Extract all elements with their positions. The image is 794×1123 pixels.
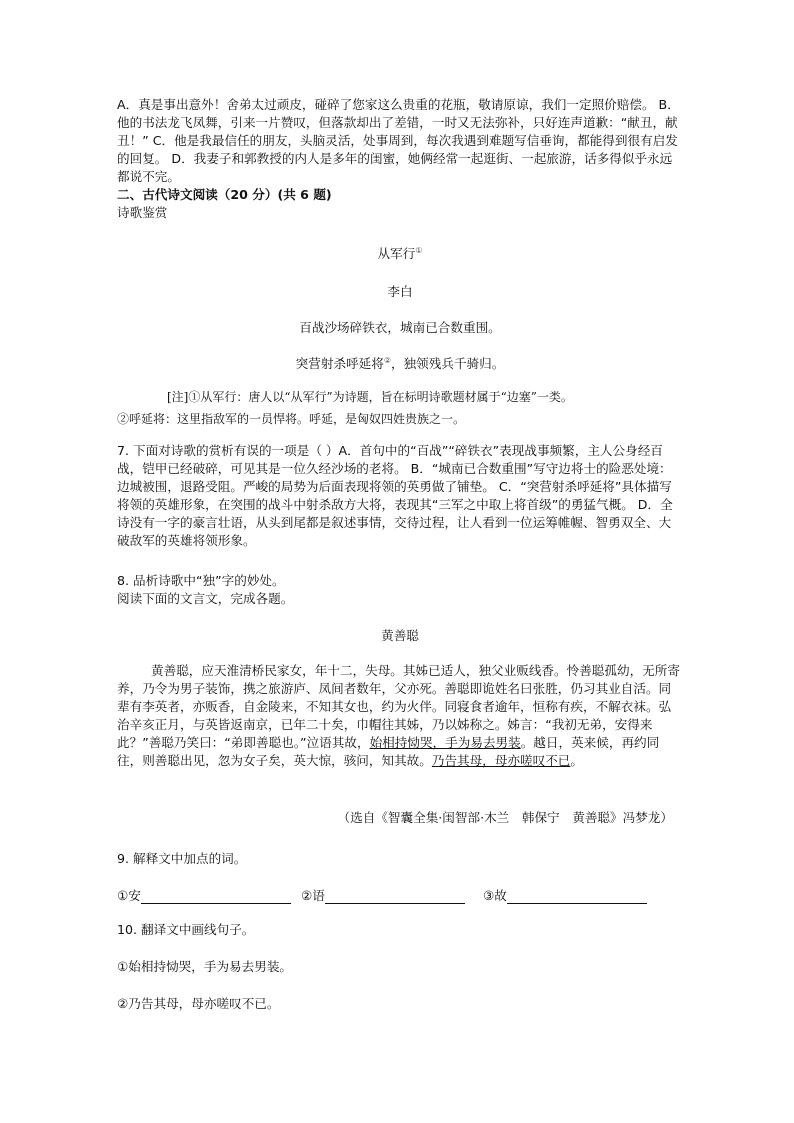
- blank-2: [301, 885, 465, 904]
- poem-note-1: [注]①从军行：唐人以“从军行”为诗题，旨在标明诗歌题材属于“边塞”一类。: [167, 390, 573, 404]
- poem-line-2-b: ，独领残兵千骑归。: [390, 356, 505, 371]
- underlined-sentence-2: 乃告其母，母亦嗟叹不已: [431, 753, 571, 768]
- prose-source: （选自《智囊全集·闺智部·木兰 韩保宁 黄善聪》冯梦龙）: [337, 810, 673, 825]
- question-10: 10. 翻译文中画线句子。: [117, 922, 255, 937]
- q9-blanks: [117, 885, 683, 903]
- prose-text-a: 黄善聪，应天淮清桥民家女，年十二，失母。其姊已适人，独父业贩线香。怜善聪孤幼，无所寄养，乃令为男子装饰，携之旅游庐、凤间者数年，父亦死。善聪即诡姓名曰张胜，仍习其业自活。同辈有李英者，亦贩香，自金陵来，不知其女也，约为火伴。同寝食者逾年，恒称有疾，不解衣袜。弘治辛亥正月，与英皆返南京，已年二十矣，巾帽往其姊，乃以姊称之。姊言：“我初无弟，安得来此？”善聪乃笑曰：“弟即善聪也。”泣语其故，: [117, 663, 680, 750]
- blank-2-label: ②语: [301, 888, 325, 903]
- poem-title-line: [117, 243, 683, 262]
- blank-1-label: ①安: [117, 888, 141, 903]
- blank-2-line[interactable]: [325, 889, 465, 904]
- prose-text-c: 。: [570, 753, 583, 768]
- underlined-sentence-1: 始相持恸哭，手为易去男装: [369, 735, 521, 750]
- poem-notes: [117, 386, 683, 430]
- poem-author: 李白: [387, 284, 413, 299]
- q6-options: A．真是事出意外！舍弟太过顽皮，碰碎了您家这么贵重的花瓶，敬请原谅，我们一定照价赔偿。 B．他的书法龙飞凤舞，引来一片赞叹，但落款却出了差错，一时又无法弥补，只好连声道歉：“献丑，献丑！” C．他是我最信任的朋友，头脑灵活，处事周到，每次我遇到难题写信垂询，都能得到很有启发的回复。 D．我妻子和郭教授的内人是多年的闺蜜，她俩经常一起逛街、一起旅游，话多得似乎永远都说不完。: [117, 97, 680, 184]
- section-heading: 二、古代诗文阅读（20 分）(共 6 题): [117, 187, 332, 202]
- blank-3-label: ③故: [483, 888, 507, 903]
- note-marker: ②: [383, 355, 391, 365]
- blank-3-line[interactable]: [507, 889, 647, 904]
- question-8: 8. 品析诗歌中“独”字的妙处。: [117, 573, 285, 588]
- poem-line-2-a: 突营射杀呼延将: [295, 356, 384, 371]
- prose-body: [117, 662, 683, 770]
- blank-1: [117, 885, 291, 904]
- poem-line-1: 百战沙场碎铁衣，城南已合数重围。: [299, 320, 501, 335]
- blank-1-line[interactable]: [141, 889, 291, 904]
- reading-instruction: 阅读下面的文言文，完成各题。: [117, 591, 294, 606]
- blank-3: [483, 885, 647, 904]
- note-marker: ①: [415, 245, 423, 255]
- prose-text-b: 。越日，英来候，再约同往，则善聪出见，忽为女子矣，英大惊，骇问，知其故。: [117, 735, 660, 768]
- q10-sentence-2: ②乃告其母，母亦嗟叹不已。: [117, 996, 280, 1011]
- question-9: 9. 解释文中加点的词。: [117, 851, 247, 866]
- section-subheading: 诗歌鉴赏: [117, 205, 168, 220]
- poem-note-2: ②呼延将：这里指敌军的一员悍将。呼延，是匈奴四姓贵族之一。: [117, 412, 466, 426]
- prose-title: 黄善聪: [381, 628, 419, 643]
- question-7: 7. 下面对诗歌的赏析有误的一项是（ ）A．首句中的“百战”“碎铁衣”表现战事频繁，主人公身经百战，铠甲已经破碎，可见其是一位久经沙场的老将。 B．“城南已合数重围”写守边将士的险恶处境：边城被围，退路受阻。严峻的局势为后面表现将领的英勇做了铺垫。 C．“突营射杀呼延将”具体描写将领的英雄形象，在突围的战斗中射杀敌方大将，表现其“三军之中取上将首级”的勇猛气概。 D．全诗没有一字的豪言壮语，从头到尾都是叙述事情，交待过程，让人看到一位运筹帷幄、智勇双全、大破敌军的英雄将领形象。: [117, 443, 673, 548]
- poem-line-2: [117, 353, 683, 372]
- poem-title: 从军行: [377, 246, 416, 261]
- q10-sentence-1: ①始相持恸哭，手为易去男装。: [117, 959, 293, 974]
